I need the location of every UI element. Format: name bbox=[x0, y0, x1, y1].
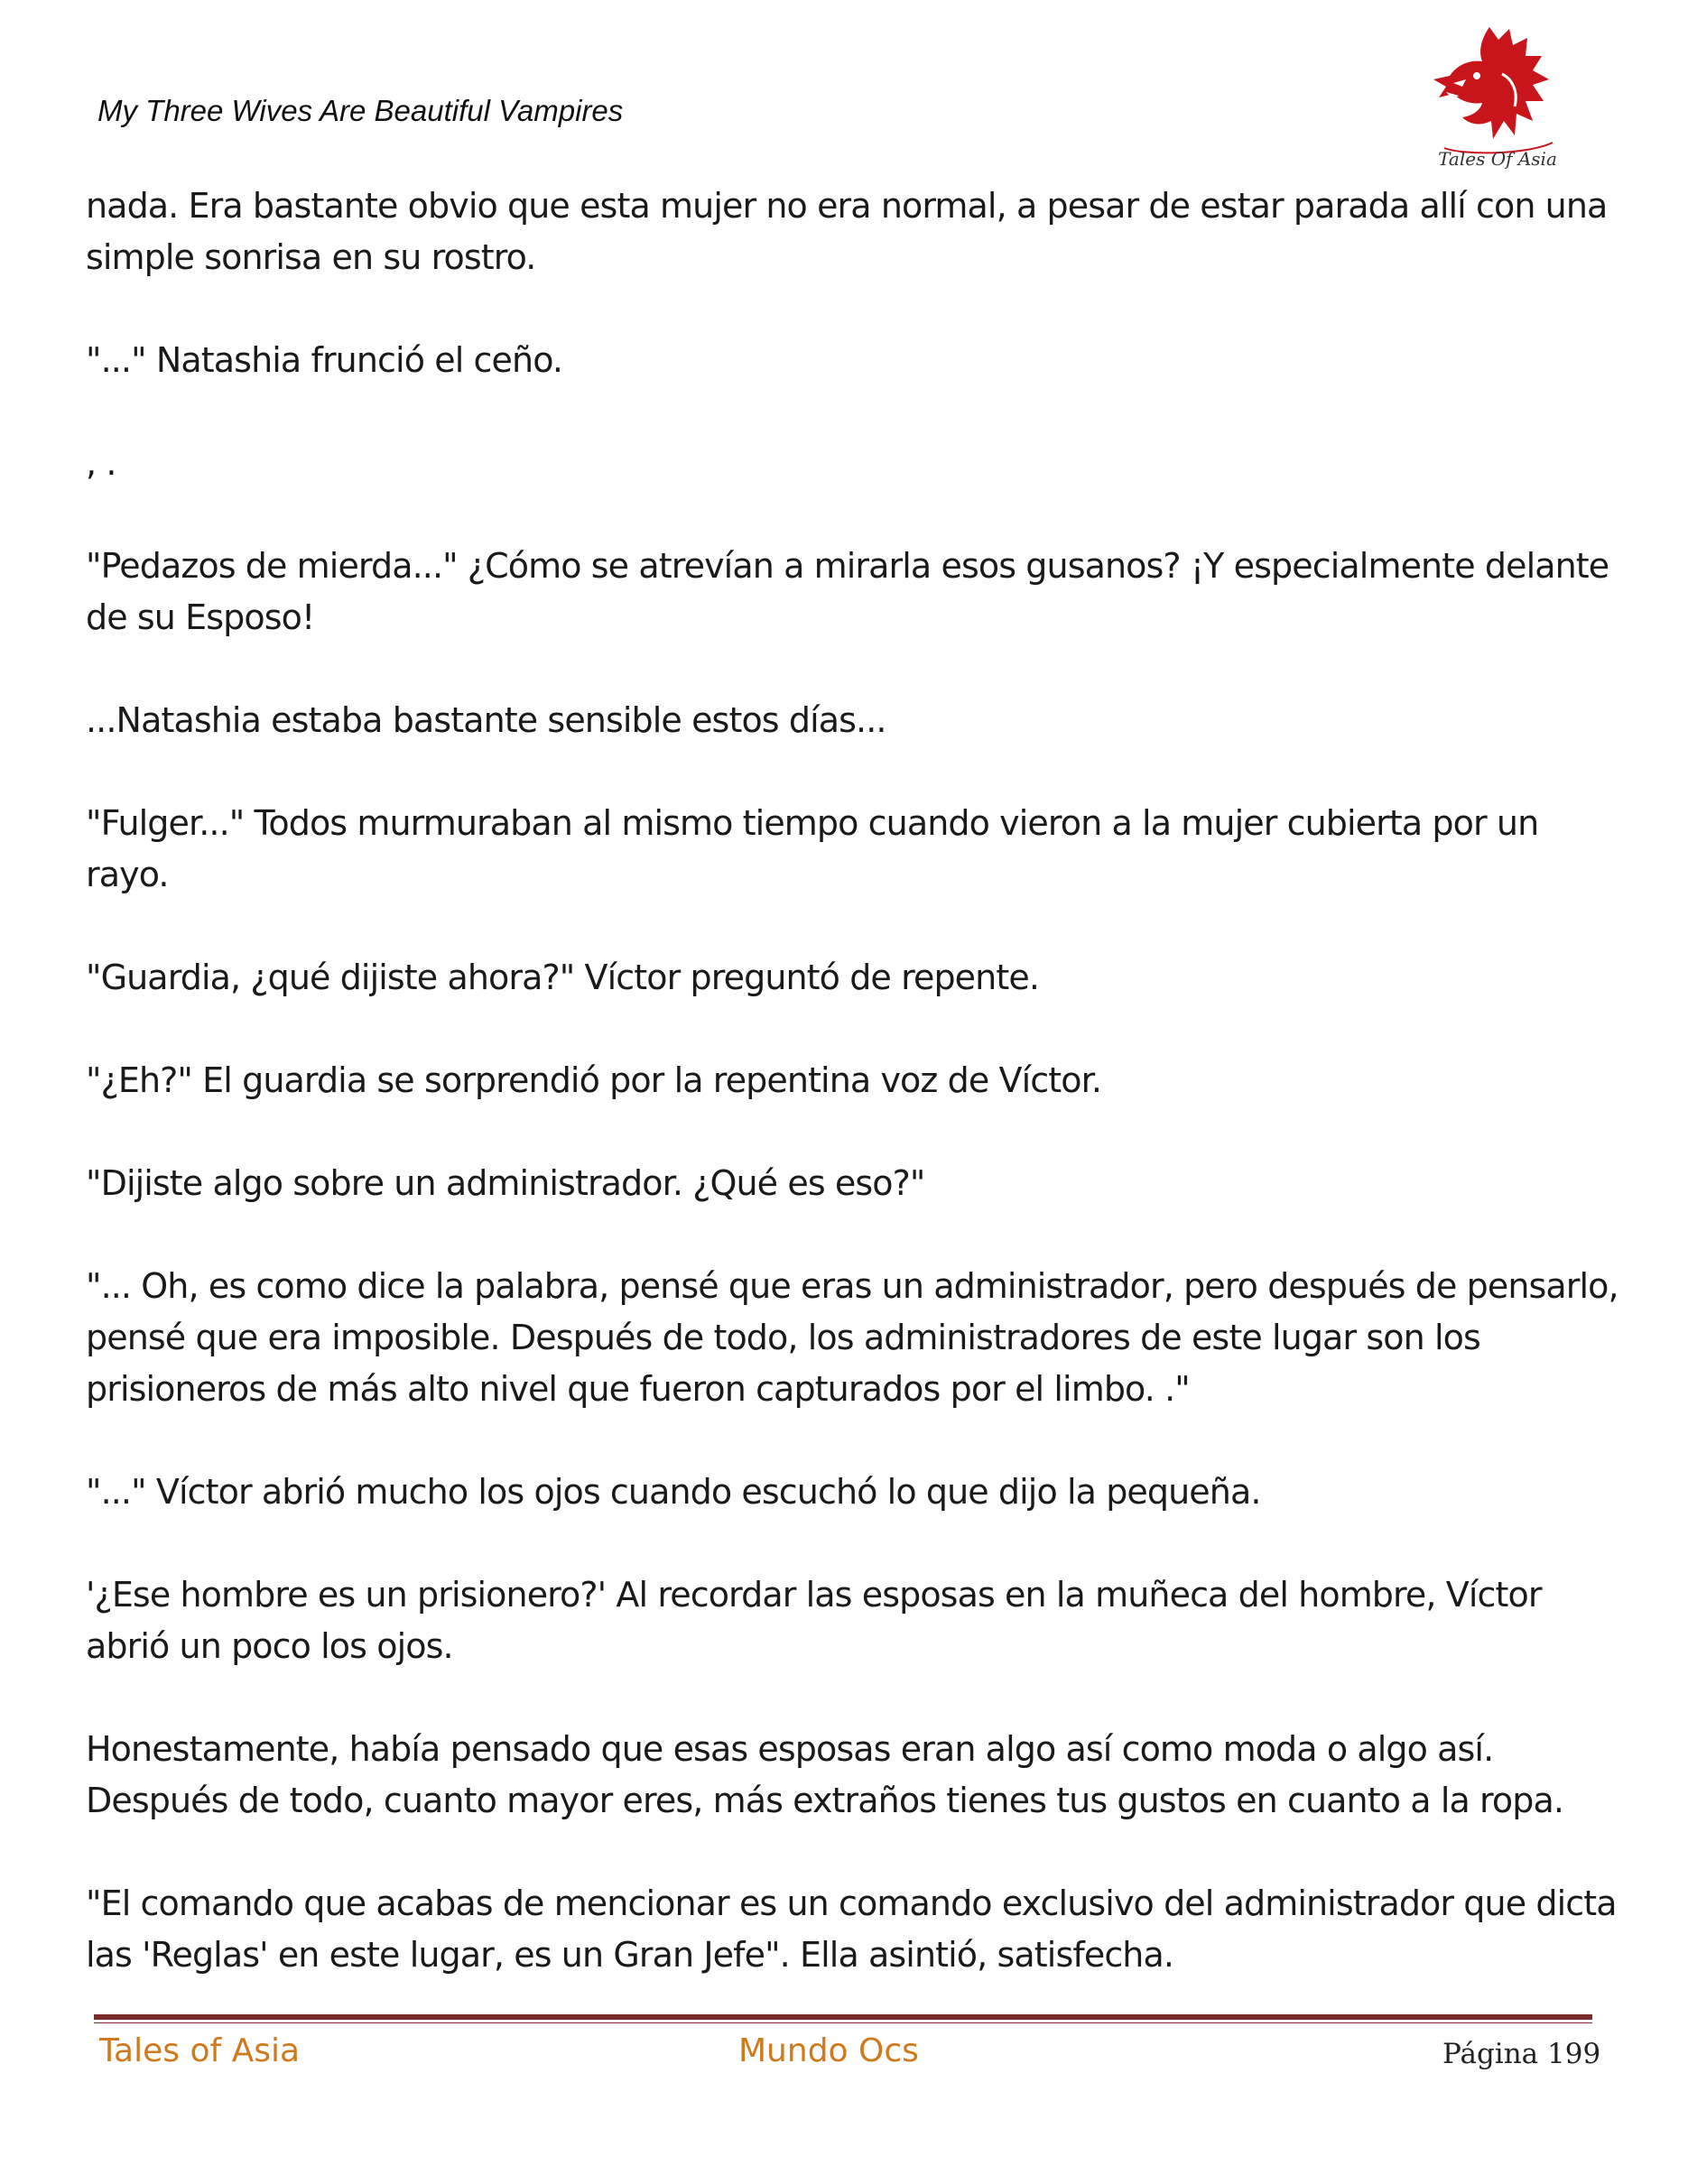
paragraph: ...Natashia estaba bastante sensible estos días... bbox=[86, 700, 886, 740]
footer-rule bbox=[94, 2014, 1592, 2023]
paragraph: , . bbox=[86, 443, 116, 483]
paragraph: "Dijiste algo sobre un administrador. ¿Qué es eso?" bbox=[86, 1163, 925, 1203]
tales-of-asia-dragon-logo bbox=[1426, 20, 1563, 180]
paragraph: Honestamente, había pensado que esas esposas eran algo así como moda o algo así. Después de todo, cuanto mayor eres, más extraños tienes tus gustos en cuanto a la ropa. bbox=[86, 1729, 1564, 1820]
paragraph: '¿Ese hombre es un prisionero?' Al recordar las esposas en la muñeca del hombre, Víctor abrió un poco los ojos. bbox=[86, 1575, 1542, 1666]
paragraph: "..." Natashia frunció el ceño. bbox=[86, 340, 563, 380]
paragraph: "Guardia, ¿qué dijiste ahora?" Víctor preguntó de repente. bbox=[86, 958, 1039, 997]
paragraph: "Fulger..." Todos murmuraban al mismo tiempo cuando vieron a la mujer cubierta por un rayo. bbox=[86, 803, 1539, 894]
paragraph: "¿Eh?" El guardia se sorprendió por la repentina voz de Víctor. bbox=[86, 1060, 1102, 1100]
logo-caption: Tales Of Asia bbox=[1438, 148, 1557, 170]
page-number: Página 199 bbox=[1442, 2038, 1601, 2070]
footer-site-name: Tales of Asia bbox=[99, 2032, 301, 2069]
footer-section-name: Mundo Ocs bbox=[738, 2032, 919, 2069]
paragraph: "... Oh, es como dice la palabra, pensé que eras un administrador, pero después de pensarlo, pensé que era imposible. Después de todo, los administradores de este lugar son los prisioneros de más alto nivel que fueron capturados por el limbo. ." bbox=[86, 1266, 1618, 1409]
paragraph: nada. Era bastante obvio que esta mujer no era normal, a pesar de estar parada allí con una simple sonrisa en su rostro. bbox=[86, 186, 1608, 277]
footer-rule-thin bbox=[94, 2022, 1592, 2023]
document-header-title: My Three Wives Are Beautiful Vampires bbox=[97, 94, 624, 127]
paragraph: "..." Víctor abrió mucho los ojos cuando escuchó lo que dijo la pequeña. bbox=[86, 1472, 1261, 1512]
document-body bbox=[86, 180, 1620, 1981]
footer-rule-thick bbox=[94, 2014, 1592, 2020]
paragraph: "Pedazos de mierda..." ¿Cómo se atrevían a mirarla esos gusanos? ¡Y especialmente delante de su Esposo! bbox=[86, 546, 1609, 637]
paragraph: "El comando que acabas de mencionar es un comando exclusivo del administrador que dicta las 'Reglas' en este lugar, es un Gran Jefe". Ella asintió, satisfecha. bbox=[86, 1883, 1617, 1975]
